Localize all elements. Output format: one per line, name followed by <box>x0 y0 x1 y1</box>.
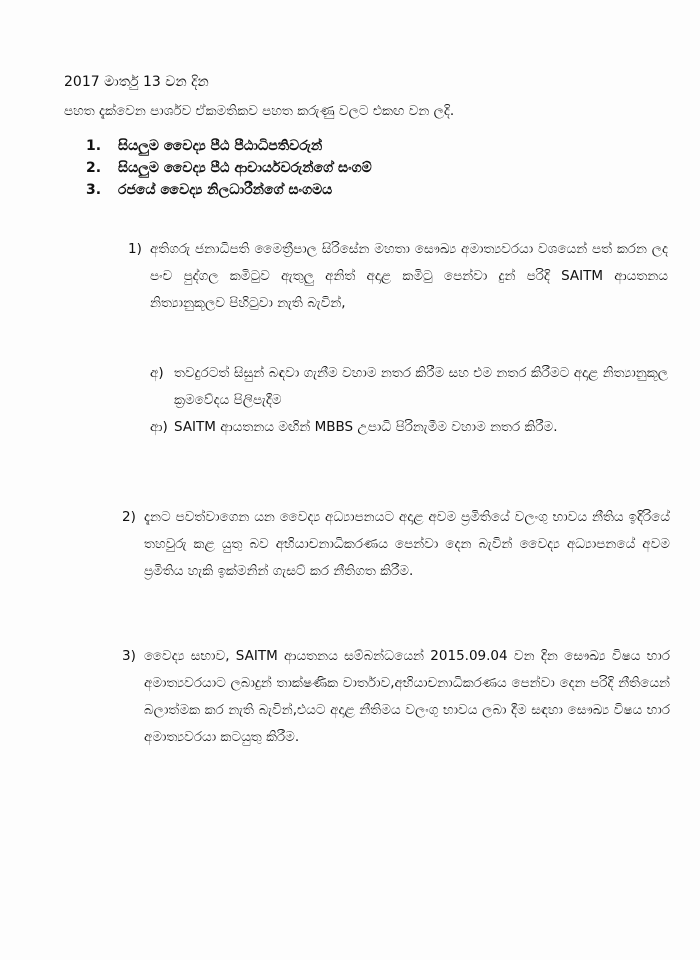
party-label: සියලුම වෛද්‍ය පීඨ ආචාර්යවරුන්ගේ සංගම් <box>118 160 372 176</box>
point-2 <box>122 504 670 585</box>
point-1-sub-a <box>150 360 668 414</box>
point-text: වෛද්‍ය සභාව, SAITM ආයතනය සම්බන්ධයෙන් 2015.09.04 වන දින සෞඛ්‍ය විෂය භාර අමාත්‍යවරයාට ලබාදුන් තාක්ෂණික වාර්තාව,අභියාචනාධිකරණය පෙන්වා දෙන පරිදි නීතියෙන් බලාත්මක කර නැති බැවින්,එයට අදාළ නීතිමය වලංගු භාවය ලබා දීම සඳහා සෞඛ්‍ය විෂය භාර අමාත්‍යවරයා කටයුතු කිරීම. <box>144 648 670 745</box>
party-label: රජයේ වෛද්‍ය නිලධාරීන්ගේ සංගමය <box>118 182 333 198</box>
point-text: දැනට පවත්වාගෙන යන වෛද්‍ය අධ්‍යාපනයට අදාළ අවම ප්‍රමිතියේ වලංගු භාවය නීතිය ඉදිරියේ තහවුරු කළ යුතු බව අභියාචනාධිකරණය පෙන්වා දෙන බැවින් වෛද්‍ය අධ්‍යාපනයේ අවම ප්‍රමිතිය හැකි ඉක්මනින් ගැසට් කර නීතිගත කිරීම. <box>144 509 670 579</box>
party-number: 1. <box>86 138 102 154</box>
intro-sentence: පහත දැක්වෙන පාර්ශව ඒකමතිකව පහත කරුණු වලට එකඟ වන ලදි. <box>64 103 455 119</box>
party-item <box>86 179 646 201</box>
point-1-sub-b <box>150 414 668 441</box>
sub-point-number: ආ) <box>150 419 168 435</box>
party-list <box>86 135 646 201</box>
sub-point-number: අ) <box>150 365 164 381</box>
party-number: 2. <box>86 160 102 176</box>
point-number: 1) <box>128 241 142 257</box>
sub-point-text: තවදුරටත් සිසුන් බඳවා ගැනීම වහාම නතර කිරීම සහ එම නතර කිරීමට අදාළ නිත්‍යානුකූල ක්‍රමවේදය පිලිපැදීම <box>174 365 668 408</box>
sub-point-text: SAITM ආයතනය මඟින් MBBS උපාධි පිරිනැමීම වහාම නතර කිරීම. <box>174 419 558 435</box>
point-1 <box>128 236 668 317</box>
point-text: අතිගරු ජනාධිපති මෛත්‍රීපාල සිරිසේන මහතා සෞඛ්‍ය අමාත්‍යවරයා වශයෙන් පත් කරන ලද පංච පුද්ගල කමිටුව ඇතුලු අනිත් අදාළ කමිටු පෙන්වා දුන් පරිදි SAITM ආයතනය නිත්‍යානුකූලව පිහිටුවා නැති බැවින්, <box>150 241 668 311</box>
point-number: 2) <box>122 509 136 525</box>
party-label: සියලුම වෛද්‍ය පීඨ පීඨාධිපතිවරුන් <box>118 138 323 154</box>
point-3 <box>122 643 670 751</box>
party-item <box>86 135 646 157</box>
party-number: 3. <box>86 182 102 198</box>
document-date: 2017 මාර්තු 13 වන දින <box>64 74 209 90</box>
party-item <box>86 157 646 179</box>
point-number: 3) <box>122 648 136 664</box>
